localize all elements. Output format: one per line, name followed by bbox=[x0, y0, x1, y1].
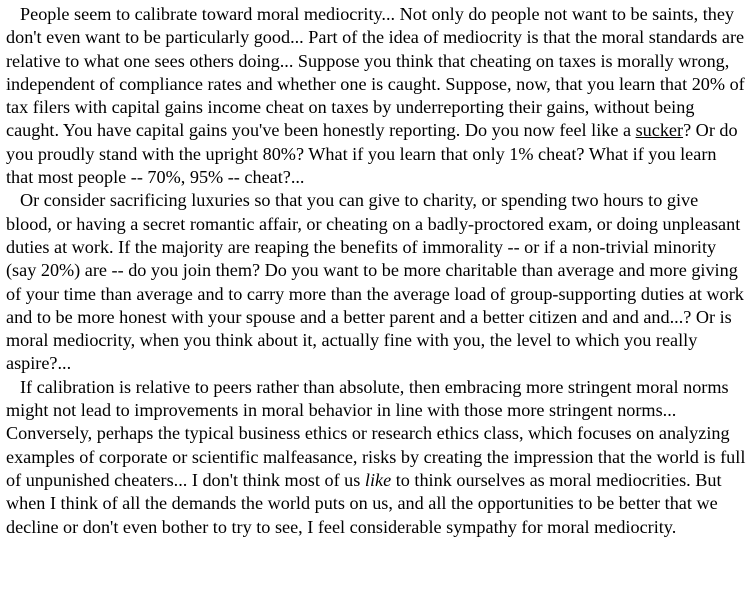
paragraph-3 bbox=[6, 376, 747, 539]
paragraph-1-text-a: People seem to calibrate toward moral mediocrity... Not only do people not want to be saints, they don't even want to be particularly good... Part of the idea of mediocrity is that the moral standards are relative to what one sees others doing... Suppose you think that cheating on taxes is morally wrong, independent of compliance rates and whether one is caught. Suppose, now, that you learn that 20% of tax filers with capital gains income cheat on taxes by underreporting their gains, without being caught. You have capital gains you've been honestly reporting. Do you now feel like a bbox=[6, 4, 745, 141]
sucker-link[interactable]: sucker bbox=[635, 120, 684, 141]
paragraph-2 bbox=[6, 189, 747, 375]
paragraph-1 bbox=[6, 3, 747, 189]
paragraph-1-text-b: ? Or do you proudly stand with the upright 80%? What if you learn that only 1% cheat? What if you learn that most people -- 70%, 95% -- cheat?... bbox=[6, 120, 738, 188]
emphasis-like: like bbox=[364, 469, 392, 490]
paragraph-3-text-b: to think ourselves as moral mediocrities. But when I think of all the demands the world puts on us, and all the opportunities to be better that we decline or don't even bother to try to see, I feel considerable sympathy for moral mediocrity. bbox=[6, 469, 722, 537]
paragraph-2-text: Or consider sacrificing luxuries so that you can give to charity, or spending two hours to give blood, or having a secret romantic affair, or cheating on a badly-proctored exam, or doing unpleasant duties at work. If the majority are reaping the benefits of immorality -- or if a non-trivial minority (say 20%) are -- do you join them? Do you want to be more charitable than average and more giving of your time than average and to carry more than the average load of group-supporting duties at work and to be more honest with your spouse and a better parent and a better citizen and and and...? Or is moral mediocrity, when you think about it, actually fine with you, the level to which you really aspire?... bbox=[6, 190, 744, 374]
paragraph-3-text-a: If calibration is relative to peers rather than absolute, then embracing more stringent moral norms might not lead to improvements in moral behavior in line with those more stringent norms... Conversely, perhaps the typical business ethics or research ethics class, which focuses on analyzing examples of corporate or scientific malfeasance, risks by creating the impression that the world is full of unpunished cheaters... I don't think most of us bbox=[6, 376, 746, 490]
